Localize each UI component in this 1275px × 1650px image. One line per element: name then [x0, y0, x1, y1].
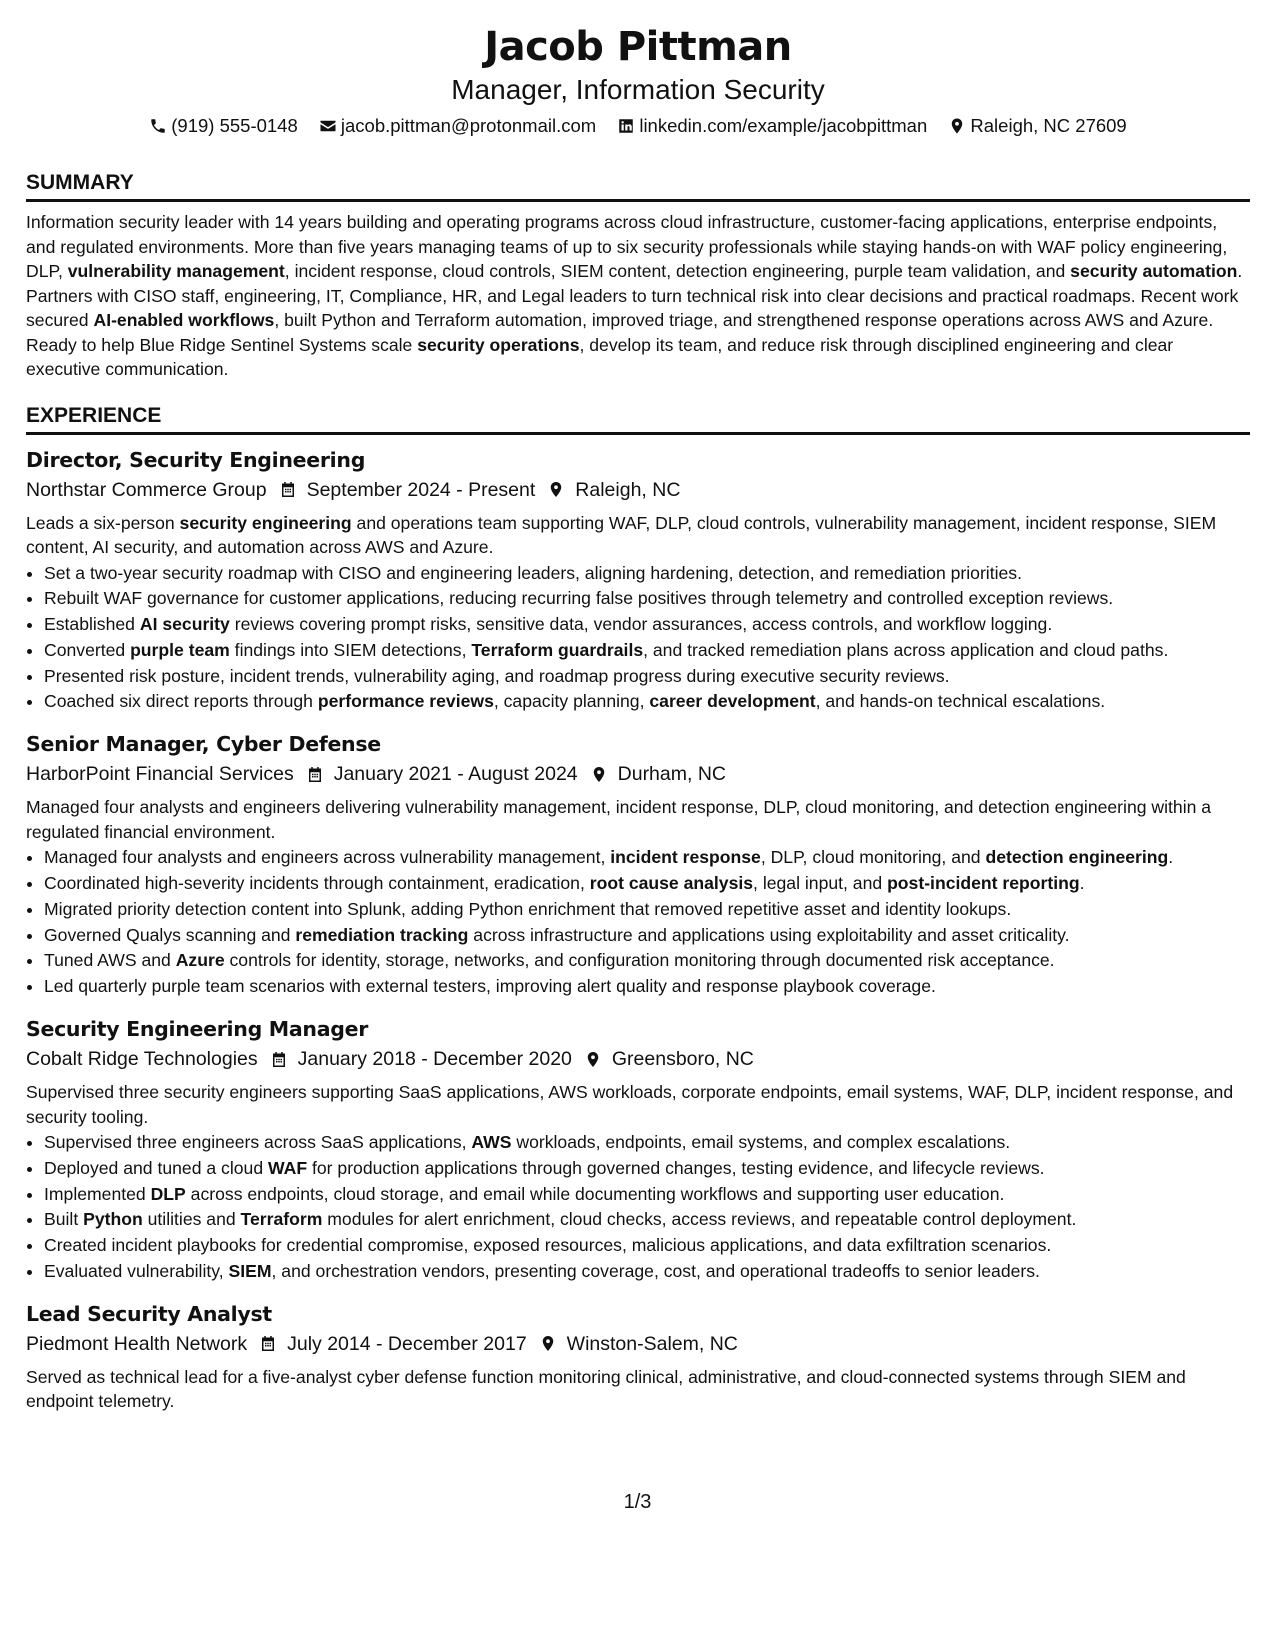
emphasis-text: root cause analysis	[589, 873, 754, 894]
job-description: Supervised three security engineers supporting SaaS applications, AWS workloads, corporate endpoints, email systems, WAF, DLP, incident response, and security tooling.	[26, 1082, 1234, 1127]
summary-text: Information security leader with 14 years building and operating programs across cloud infrastructure, customer-facing applications, enterprise endpoints, and regulated environments. More than five years managing teams of up to six security professionals while staying hands-on with WAF policy engineering, DLP, vulnerability management, incident response, cloud controls, SIEM content, detection engineering, purple team validation, and security automation. Partners with CISO staff, engineering, IT, Compliance, HR, and Legal leaders to turn technical risk into clear decisions and practical roadmaps. Recent work secured AI-enabled workflows, built Python and Terraform automation, improved triage, and strengthened response operations across AWS and Azure. Ready to help Blue Ridge Sentinel Systems scale security operations, develop its team, and reduce risk through disciplined engineering and clear executive communication.	[26, 212, 1243, 379]
job-bullet: • Migrated priority detection content into Splunk, adding Python enrichment that removed repetitive asset and identity lookups.	[44, 897, 1250, 923]
experience-section	[26, 404, 1250, 1414]
contact-phone-text: (919) 555-0148	[171, 115, 298, 136]
job-dates: July 2014 - December 2017	[287, 1332, 527, 1355]
contact-linkedin[interactable]	[617, 112, 927, 140]
job-description: Managed four analysts and engineers delivering vulnerability management, incident response, DLP, cloud monitoring, and detection engineering within a regulated financial environment.	[26, 797, 1212, 842]
linkedin-icon	[617, 117, 635, 135]
emphasis-text: Terraform guardrails	[471, 639, 644, 660]
summary-heading: SUMMARY	[26, 171, 1250, 202]
job-meta	[26, 759, 1250, 789]
job-location: Winston-Salem, NC	[566, 1332, 738, 1355]
calendar-icon	[259, 1334, 277, 1353]
job-bullets	[26, 1130, 1250, 1285]
calendar-icon	[279, 480, 297, 499]
job-bullet: • Tuned AWS and Azure controls for identity, storage, networks, and configuration monitoring through documented risk acceptance.	[44, 948, 1250, 974]
candidate-headline: Manager, Information Security	[451, 74, 825, 105]
job-title: Director, Security Engineering	[26, 447, 366, 472]
job-dates: September 2024 - Present	[306, 478, 536, 501]
emphasis-text: performance reviews	[317, 691, 494, 712]
job-title: Senior Manager, Cyber Defense	[26, 732, 381, 757]
job-bullet: • Created incident playbooks for credential compromise, exposed resources, malicious applications, and data exfiltration scenarios.	[44, 1233, 1250, 1259]
summary-section	[26, 171, 1250, 382]
emphasis-text: purple team	[130, 639, 230, 660]
job-location: Greensboro, NC	[611, 1048, 754, 1071]
job-bullets	[26, 561, 1250, 716]
map-pin-icon	[539, 1334, 557, 1353]
emphasis-text: incident response	[610, 847, 761, 868]
job-meta	[26, 1044, 1250, 1074]
contact-email-text: jacob.pittman@protonmail.com	[340, 115, 597, 136]
job-meta	[26, 475, 1250, 505]
emphasis-text: detection engineering	[985, 847, 1169, 868]
map-pin-icon	[547, 480, 565, 499]
job-bullet: • Converted purple team findings into SIEM detections, Terraform guardrails, and tracked remediation plans across application and cloud paths.	[44, 638, 1250, 664]
calendar-icon	[306, 765, 324, 784]
job-bullet: • Supervised three engineers across SaaS applications, AWS workloads, endpoints, email systems, and complex escalations.	[44, 1130, 1250, 1156]
resume-header	[26, 20, 1250, 143]
emphasis-text: career development	[649, 691, 816, 712]
contact-email[interactable]	[319, 112, 596, 140]
job-description: Leads a six-person security engineering and operations team supporting WAF, DLP, cloud controls, vulnerability management, incident response, SIEM content, AI security, and automation across AWS and Azure.	[26, 512, 1217, 557]
candidate-name: Jacob Pittman	[484, 24, 792, 70]
job-bullet: • Evaluated vulnerability, SIEM, and orchestration vendors, presenting coverage, cost, and operational tradeoffs to senior leaders.	[44, 1259, 1250, 1285]
map-pin-icon	[590, 765, 608, 784]
job-bullet: • Coached six direct reports through performance reviews, capacity planning, career development, and hands-on technical escalations.	[44, 689, 1250, 715]
emphasis-text: Python	[83, 1209, 143, 1230]
job-bullet: • Set a two-year security roadmap with CISO and engineering leaders, aligning hardening, detection, and remediation priorities.	[44, 561, 1250, 587]
page-indicator: 1/3	[623, 1491, 652, 1513]
job-bullet: • Governed Qualys scanning and remediation tracking across infrastructure and applications using exploitability and asset criticality.	[44, 923, 1250, 949]
job-entry	[26, 1014, 1250, 1285]
emphasis-text: Terraform	[240, 1209, 323, 1230]
job-dates: January 2021 - August 2024	[333, 763, 578, 786]
map-pin-icon	[584, 1050, 602, 1069]
emphasis-text: AI security	[139, 614, 230, 635]
emphasis-text: vulnerability management	[67, 261, 285, 281]
experience-list	[26, 445, 1250, 1414]
job-entry	[26, 729, 1250, 1000]
emphasis-text: remediation tracking	[295, 924, 469, 945]
job-bullets	[26, 845, 1250, 1000]
job-bullet: • Rebuilt WAF governance for customer applications, reducing recurring false positives through telemetry and controlled exception reviews.	[44, 586, 1250, 612]
job-entry	[26, 445, 1250, 716]
emphasis-text: SIEM	[228, 1261, 272, 1282]
job-company: Northstar Commerce Group	[26, 478, 267, 501]
contact-linkedin-text: linkedin.com/example/jacobpittman	[639, 115, 928, 136]
experience-heading: EXPERIENCE	[26, 404, 1250, 435]
contact-phone[interactable]	[149, 112, 298, 140]
emphasis-text: post-incident reporting	[887, 873, 1080, 894]
job-dates: January 2018 - December 2020	[297, 1048, 572, 1071]
job-location: Raleigh, NC	[575, 478, 681, 501]
contact-row	[26, 112, 1250, 143]
emphasis-text: AI-enabled workflows	[93, 310, 275, 330]
job-meta	[26, 1329, 1250, 1359]
resume-page	[26, 20, 1250, 1414]
job-location: Durham, NC	[617, 763, 726, 786]
job-company: HarborPoint Financial Services	[26, 763, 294, 786]
job-bullet: • Coordinated high-severity incidents through containment, eradication, root cause analysis, legal input, and post-incident reporting.	[44, 871, 1250, 897]
job-bullet: • Managed four analysts and engineers across vulnerability management, incident response, DLP, cloud monitoring, and detection engineering.	[44, 845, 1250, 871]
job-bullet: • Established AI security reviews covering prompt risks, sensitive data, vendor assurances, access controls, and workflow logging.	[44, 612, 1250, 638]
job-entry	[26, 1299, 1250, 1414]
contact-location	[948, 112, 1126, 140]
job-bullet: • Presented risk posture, incident trends, vulnerability aging, and roadmap progress during executive security reviews.	[44, 664, 1250, 690]
job-bullet: • Deployed and tuned a cloud WAF for production applications through governed changes, testing evidence, and lifecycle reviews.	[44, 1156, 1250, 1182]
contact-location-text: Raleigh, NC 27609	[970, 115, 1127, 136]
job-company: Cobalt Ridge Technologies	[26, 1048, 258, 1071]
job-bullet: • Built Python utilities and Terraform modules for alert enrichment, cloud checks, access reviews, and repeatable control deployment.	[44, 1207, 1250, 1233]
calendar-icon	[270, 1050, 288, 1069]
job-company: Piedmont Health Network	[26, 1332, 248, 1355]
emphasis-text: WAF	[268, 1157, 308, 1178]
emphasis-text: security automation	[1070, 261, 1238, 281]
envelope-icon	[319, 117, 337, 135]
job-bullet: • Led quarterly purple team scenarios with external testers, improving alert quality and response playbook coverage.	[44, 974, 1250, 1000]
job-bullet: • Implemented DLP across endpoints, cloud storage, and email while documenting workflows and supporting user education.	[44, 1182, 1250, 1208]
job-title: Security Engineering Manager	[26, 1017, 369, 1042]
phone-icon	[149, 117, 167, 135]
emphasis-text: Azure	[175, 950, 225, 971]
emphasis-text: security engineering	[179, 512, 352, 533]
emphasis-text: security operations	[417, 334, 580, 355]
emphasis-text: DLP	[150, 1183, 186, 1204]
job-title: Lead Security Analyst	[26, 1301, 272, 1326]
map-pin-icon	[948, 117, 966, 135]
job-description: Served as technical lead for a five-analyst cyber defense function monitoring clinical, administrative, and cloud-connected systems through SIEM and endpoint telemetry.	[26, 1366, 1186, 1412]
emphasis-text: AWS	[471, 1132, 512, 1153]
